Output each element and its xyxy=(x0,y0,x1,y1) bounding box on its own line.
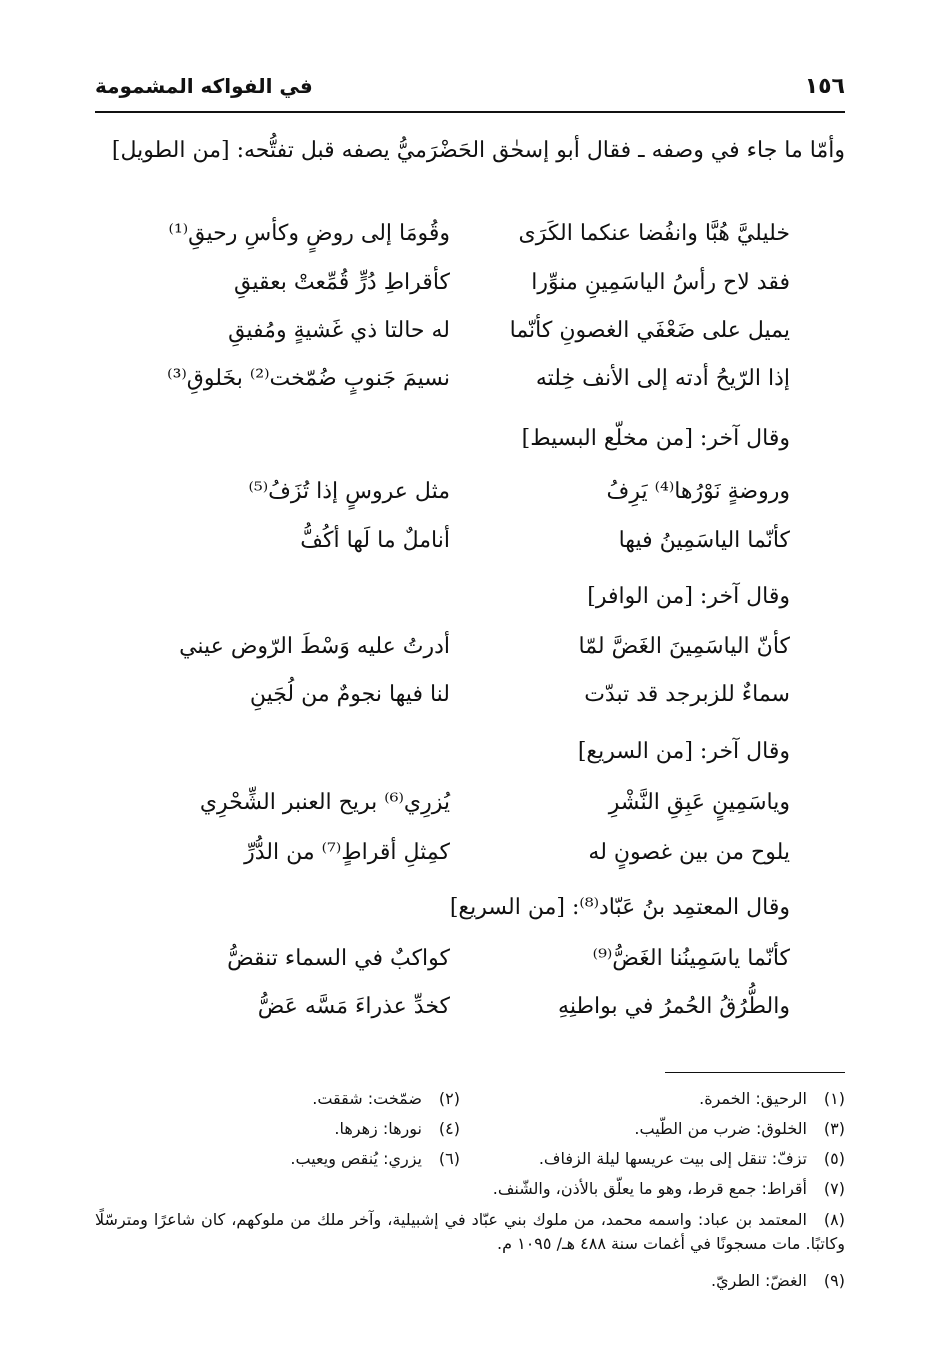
poem1-line1-second-hemistich: وقُومَا إلى روضٍ وكأسِ رحيقِ⁽¹⁾ xyxy=(168,221,450,246)
footnote-2 xyxy=(312,1088,460,1110)
footnote-number: (٦) xyxy=(438,1149,460,1168)
footnote-text: الرحيق: الخمرة. xyxy=(699,1089,807,1108)
poem3-line1-second-hemistich: أدرتُ عليه وَسْطَ الرّوض عيني xyxy=(179,634,450,659)
poem1-line3-first-hemistich: يميل على ضَعْفَي الغصونِ كأنّما xyxy=(509,318,790,343)
footnote-number: (٩) xyxy=(823,1271,845,1290)
footnote-9 xyxy=(711,1270,845,1292)
footnote-number: (٧) xyxy=(823,1179,845,1198)
poem1-line4-first-hemistich: إذا الرّيحُ أدته إلى الأنف خِلته xyxy=(535,366,790,391)
poem2-line2-second-hemistich: أناملٌ ما لَها أكُفُّ xyxy=(300,528,450,553)
footnote-text: ضمّخت: شققت. xyxy=(312,1089,422,1108)
poem1-line3-second-hemistich: له حالتا ذي غَشيةٍ ومُفيقِ xyxy=(228,318,450,343)
footnote-7 xyxy=(493,1178,845,1200)
poem5-line1-second-hemistich: كواكبٌ في السماء تنقضُّ xyxy=(227,946,450,971)
poem5-line2-first-hemistich: والطُّرُقُ الحُمرُ في بواطنِهِ xyxy=(558,994,790,1019)
footnote-8 xyxy=(95,1208,845,1256)
footnote-text: الغضّ: الطريّ. xyxy=(711,1271,807,1290)
poem2-line1-second-hemistich: مثل عروسٍ إذا تُزَفُ⁽⁵⁾ xyxy=(248,479,450,504)
footnote-4 xyxy=(334,1118,460,1140)
poem4-line2-first-hemistich: يلوح من بين غصونٍ له xyxy=(588,840,790,865)
poem3-attribution: وقال آخر: [من الوافر] xyxy=(587,584,790,609)
footnote-text: الخلوق: ضرب من الطّيب. xyxy=(634,1119,807,1138)
poem5-line2-second-hemistich: كخدِّ عذراءَ مَسَّه عَضُّ xyxy=(257,994,450,1019)
poem1-line2-first-hemistich: فقد لاح رأسُ الياسَمِينِ منوِّرا xyxy=(531,270,790,295)
footnote-number: (٣) xyxy=(823,1119,845,1138)
poem2-attribution: وقال آخر: [من مخلّع البسيط] xyxy=(521,426,790,451)
footnote-number: (٢) xyxy=(438,1089,460,1108)
header-divider xyxy=(95,111,845,113)
footnote-1 xyxy=(699,1088,845,1110)
intro-paragraph: وأمّا ما جاء في وصفه ـ فقال أبو إسحٰق الحَضْرَميُّ يصفه قبل تفتُّحه: [من الطويل] xyxy=(111,138,845,163)
footnote-divider xyxy=(665,1072,845,1073)
poem4-line1-second-hemistich: يُزرِي⁽⁶⁾ بريح العنبر الشِّحْرِي xyxy=(199,790,450,815)
page-number: ١٥٦ xyxy=(804,74,845,99)
footnote-3 xyxy=(634,1118,845,1140)
footnote-number: (٥) xyxy=(823,1149,845,1168)
footnote-5 xyxy=(539,1148,845,1170)
page-header xyxy=(95,74,845,104)
poem1-line4-second-hemistich: نسيمَ جَنوبٍ ضُمّخت⁽²⁾ بخَلوقِ⁽³⁾ xyxy=(167,366,450,391)
poem5-attribution: وقال المعتمِد بنُ عَبّاد⁽⁸⁾: [من السريع] xyxy=(449,895,790,920)
poem2-line1-first-hemistich: وروضةٍ نَوْرُها⁽⁴⁾ يَرِفُ xyxy=(606,479,790,504)
poem3-line2-second-hemistich: لنا فيها نجومٌ من لُجَينِ xyxy=(249,682,450,707)
poem3-line2-first-hemistich: سماءٌ للزبرجد قد تبدّت xyxy=(584,682,790,707)
poem4-line1-first-hemistich: وياسَمِينٍ عَبِقِ النَّشْرِ xyxy=(608,790,790,815)
footnote-text: أقراط: جمع قرط، وهو ما يعلّق بالأذن، والشّنف. xyxy=(492,1179,807,1198)
footnote-number: (٨) xyxy=(823,1210,845,1229)
poem1-line1-first-hemistich: خليليَّ هُبَّا وانفُضا عنكما الكَرَى xyxy=(518,221,790,246)
poem5-line1-first-hemistich: كأنّما ياسَمِينُنا الغَضُّ⁽⁹⁾ xyxy=(592,946,790,971)
footnote-number: (١) xyxy=(823,1089,845,1108)
poem4-attribution: وقال آخر: [من السريع] xyxy=(577,739,790,764)
footnote-6 xyxy=(290,1148,460,1170)
poem4-line2-second-hemistich: كمِثلِ أقراطٍ⁽⁷⁾ من الدُّرِّ xyxy=(244,840,450,865)
poem2-line2-first-hemistich: كأنّما الياسَمِينُ فيها xyxy=(618,528,790,553)
footnote-text: يزري: يُنقص ويعيب. xyxy=(290,1149,422,1168)
poem1-line2-second-hemistich: كأقراطِ دُرٍّ قُمِّعتْ بعقيقِ xyxy=(234,270,450,295)
footnote-number: (٤) xyxy=(438,1119,460,1138)
footnote-text: المعتمد بن عباد: واسمه محمد، من ملوك بني عبّاد في إشبيلية، وآخر ملك من ملوكهم، كان شاعرًا ومترسّلًا وكاتبًا. مات مسجونًا في أغمات سنة ٤٨٨ هـ/ ١٠٩٥ م. xyxy=(95,1210,845,1253)
running-title: في الفواكه المشمومة xyxy=(95,74,313,98)
footnote-text: نورها: زهرها. xyxy=(334,1119,422,1138)
poem3-line1-first-hemistich: كأنّ الياسَمِينَ الغَضَّ لمّا xyxy=(578,634,790,659)
footnote-text: تزفّ: تنقل إلى بيت عريسها ليلة الزفاف. xyxy=(538,1149,807,1168)
